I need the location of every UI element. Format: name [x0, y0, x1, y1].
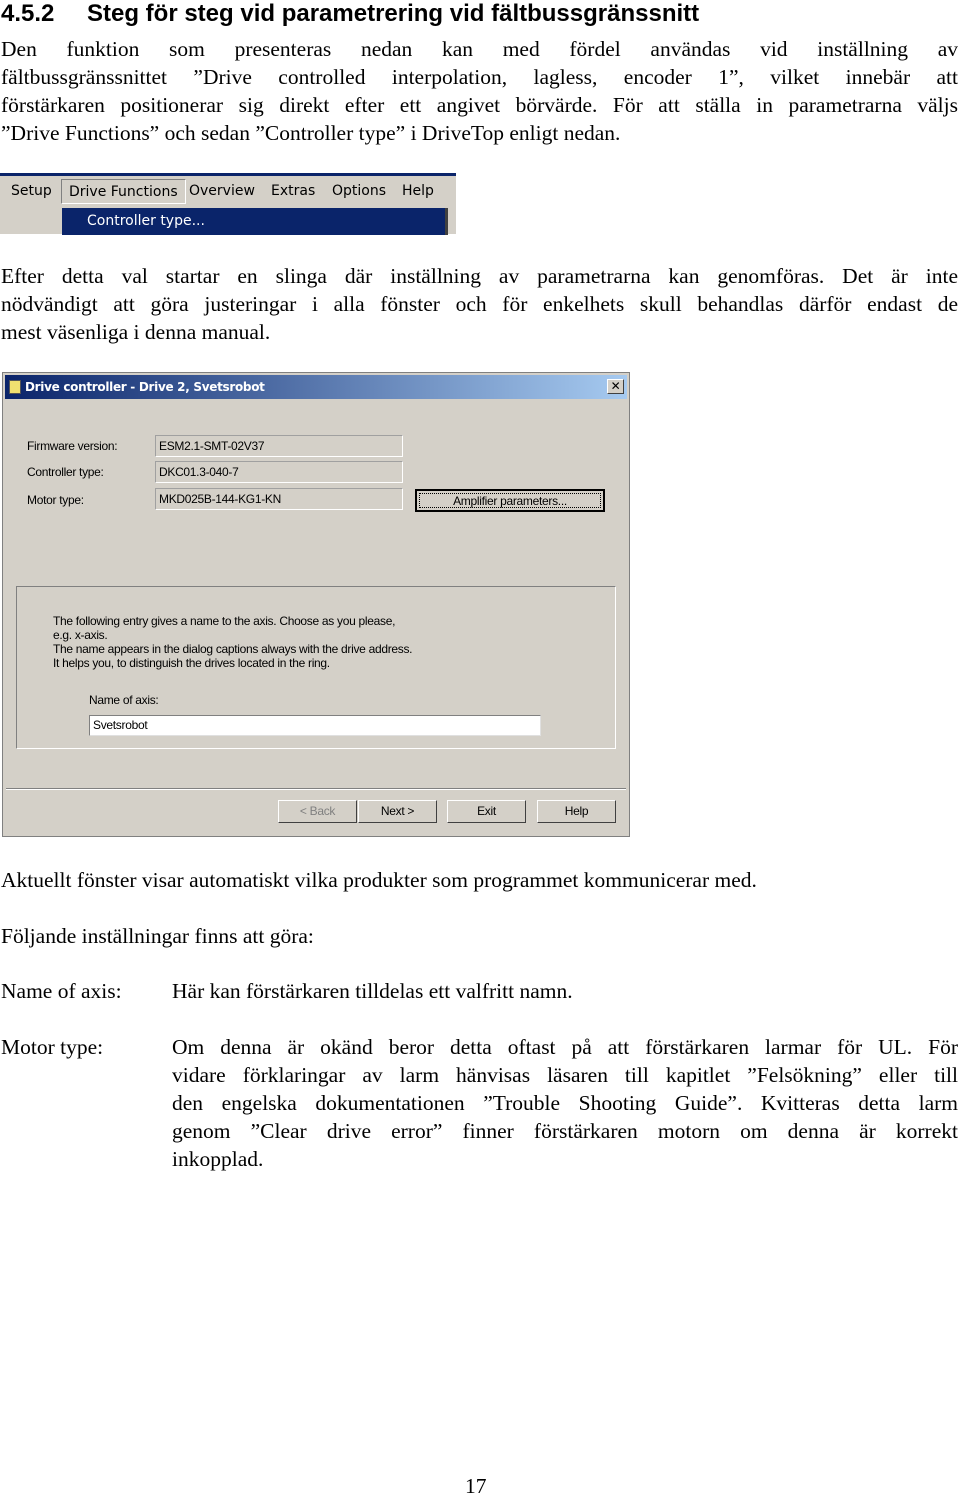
definition-motor-type: Om denna är okänd beror detta oftast på att förstärkaren larmar för UL. För vidare förklaringar av larm hänvisas läsaren till kapitlet ”Felsökning” eller till den engelska dokumentationen ”Trouble Shooting Guide”. Kvitteras detta larm genom ”Clear drive error” finner förstärkaren motorn om denna är korrekt inkopplad.: [172, 1035, 958, 1171]
menu-options[interactable]: Options: [332, 183, 387, 199]
definition-name-of-axis: Här kan förstärkaren tilldelas ett valfritt namn.: [172, 979, 573, 1003]
menu-bar-screenshot: [0, 173, 456, 234]
exit-button[interactable]: Exit: [447, 800, 526, 823]
motor-type-field: MKD025B-144-KG1-KN: [155, 488, 403, 510]
fourth-paragraph: Följande inställningar finns att göra:: [1, 924, 314, 948]
menu-item-controller-type[interactable]: Controller type...: [62, 208, 448, 235]
motor-type-label: Motor type:: [27, 493, 84, 507]
menu-overview[interactable]: Overview: [189, 183, 255, 199]
controller-type-label: Controller type:: [27, 465, 104, 479]
next-button[interactable]: Next >: [358, 800, 437, 823]
menu-extras[interactable]: Extras: [271, 183, 316, 199]
drive-controller-dialog: [2, 372, 630, 837]
info-text: The following entry gives a name to the axis. Choose as you please, e.g. x-axis. The name appears in the dialog captions always with the drive address. It helps you, to distinguish the drives located in the ring.: [53, 614, 413, 670]
separator: [6, 788, 626, 790]
close-button[interactable]: ✕: [607, 379, 624, 394]
app-icon: [9, 380, 21, 394]
third-paragraph: Aktuellt fönster visar automatiskt vilka produkter som programmet kommunicerar med.: [1, 868, 757, 892]
page-number: 17: [465, 1474, 487, 1498]
axis-name-label: Name of axis:: [89, 693, 159, 707]
second-paragraph: Efter detta val startar en slinga där inställning av parametrarna kan genomföras. Det är inte nödvändigt att göra justeringar i alla fönster och för enkelhets skull behandlas därför endast de mest väsenliga i denna manual.: [1, 264, 958, 344]
controller-type-field: DKC01.3-040-7: [155, 461, 403, 483]
intro-paragraph: Den funktion som presenteras nedan kan med fördel användas vid inställning av fältbussgränssnittet ”Drive controlled interpolation, lagless, encoder 1”, vilket innebär att förstärkaren positionerar sig direkt efter ett angivet börvärde. För att ställa in parametrarna väljs ”Drive Functions” och sedan ”Controller type” i DriveTop enligt nedan.: [1, 37, 958, 145]
term-name-of-axis: Name of axis:: [1, 979, 122, 1003]
menu-drive-functions[interactable]: Drive Functions: [61, 179, 186, 204]
menu-help[interactable]: Help: [402, 183, 434, 199]
firmware-field: ESM2.1-SMT-02V37: [155, 435, 403, 457]
firmware-label: Firmware version:: [27, 439, 118, 453]
axis-name-input[interactable]: Svetsrobot: [89, 715, 541, 736]
dialog-title-bar: Drive controller - Drive 2, Svetsrobot ✕: [5, 375, 627, 399]
help-button[interactable]: Help: [537, 800, 616, 823]
amplifier-parameters-button[interactable]: Amplifier parameters...: [415, 489, 605, 512]
menu-setup[interactable]: Setup: [11, 183, 52, 199]
term-motor-type: Motor type:: [1, 1035, 104, 1059]
section-heading: 4.5.2 Steg för steg vid parametrering vid fältbussgränssnitt: [1, 0, 700, 27]
back-button[interactable]: < Back: [278, 800, 357, 823]
